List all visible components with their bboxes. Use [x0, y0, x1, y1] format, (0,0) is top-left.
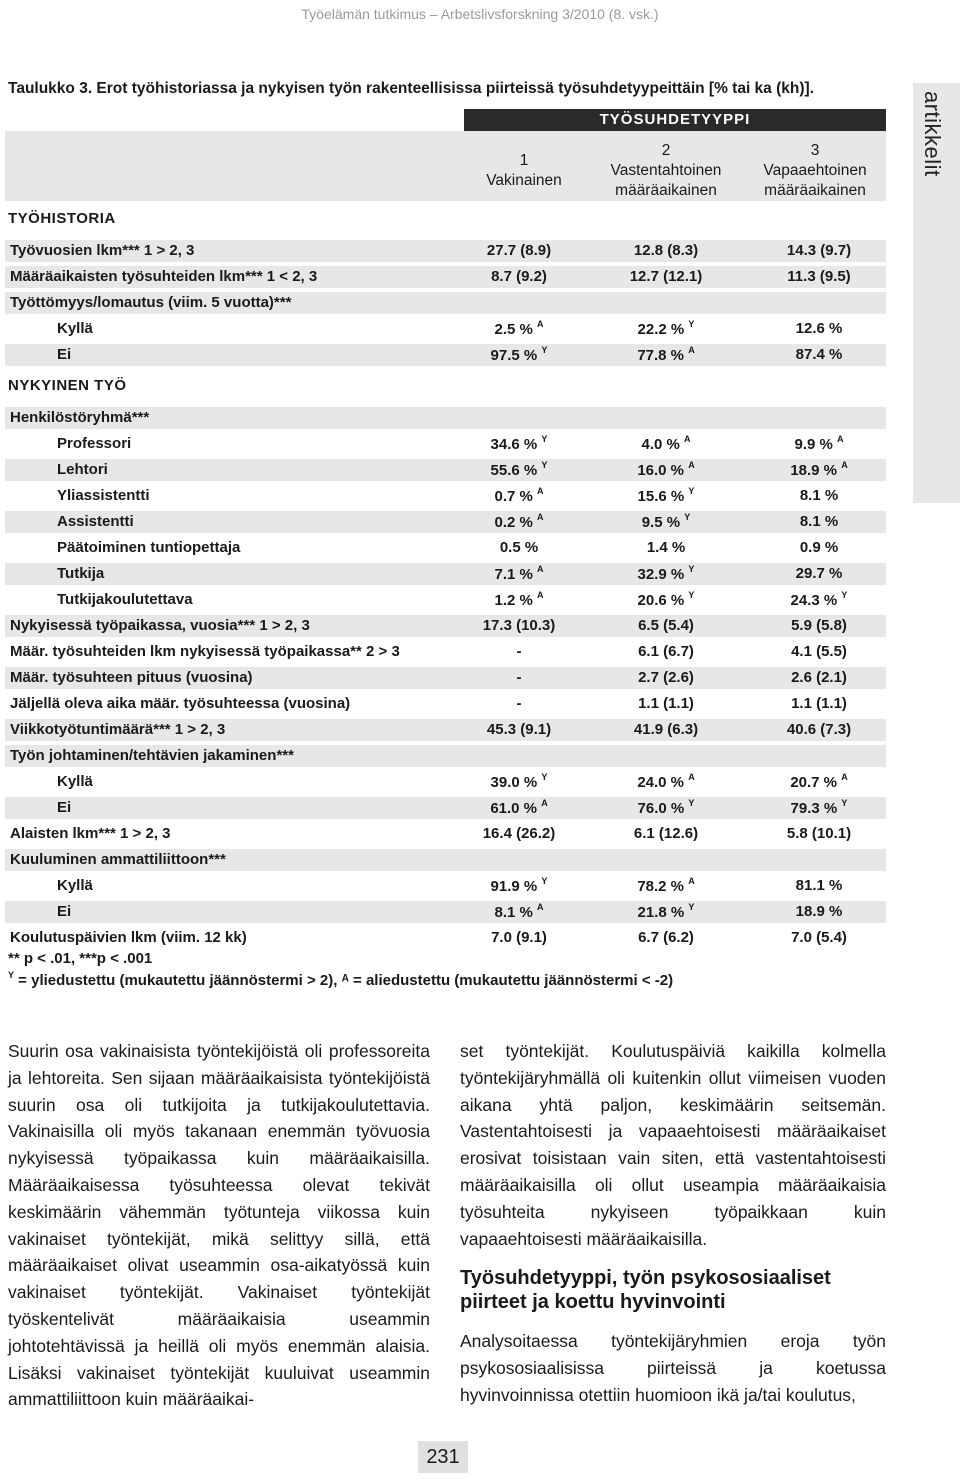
residual-marker: Y	[688, 486, 695, 496]
table-row	[5, 589, 886, 611]
residual-marker: Y	[541, 460, 548, 470]
cell-text: 0.2 %	[494, 514, 533, 531]
residual-marker: A	[537, 902, 544, 912]
table-row	[5, 459, 886, 481]
cell-value-col2	[591, 539, 741, 556]
cell-value-col3	[744, 461, 894, 479]
residual-marker: A	[688, 876, 695, 886]
running-head: Työelämän tutkimus – Arbetslivsforskning 3/2010 (8. vsk.)	[301, 6, 659, 22]
column-label: Vakinainen	[486, 172, 562, 189]
cell-text: 11.3 (9.5)	[787, 268, 851, 285]
cell-value-col2	[591, 721, 741, 738]
row-label: Ei	[57, 799, 72, 816]
cell-value-col1	[444, 539, 594, 556]
group-header: TYÖSUHDETYYPPI	[464, 109, 886, 131]
residual-marker: A	[841, 772, 848, 782]
residual-marker: Y	[688, 564, 695, 574]
row-label: Päätoiminen tuntiopettaja	[57, 539, 241, 556]
table-row	[5, 693, 886, 715]
row-label: Työn johtaminen/tehtävien jakaminen***	[10, 747, 294, 764]
residual-marker: Y	[541, 876, 548, 886]
cell-text: 9.5 %	[641, 514, 681, 531]
residual-marker: A	[537, 319, 544, 329]
cell-text: 29.7 %	[795, 565, 843, 582]
cell-text: 8.1 %	[494, 904, 533, 921]
row-label: Yliassistentti	[57, 487, 150, 504]
cell-value-col1	[444, 773, 594, 791]
cell-text: 61.0 %	[490, 800, 538, 817]
residual-marker: Y	[688, 902, 695, 912]
cell-value-col3	[744, 877, 894, 894]
row-label: Tutkijakoulutettava	[57, 591, 193, 608]
cell-text: 2.6 (2.1)	[791, 669, 847, 686]
cell-text: 8.7 (9.2)	[491, 268, 547, 285]
row-label: Kyllä	[57, 320, 93, 337]
cell-value-col1	[444, 320, 594, 338]
column-label: määräaikainen	[615, 182, 717, 199]
cell-value-col3	[744, 268, 894, 285]
cell-text: 0.7 %	[494, 488, 533, 505]
cell-text: 32.9 %	[637, 566, 685, 583]
cell-value-col3	[744, 487, 894, 504]
cell-value-col2	[591, 513, 741, 531]
cell-value-col3	[744, 721, 894, 738]
cell-text: -	[516, 643, 522, 660]
cell-text: 97.5 %	[490, 347, 538, 364]
table-row	[5, 771, 886, 793]
table-row	[5, 797, 886, 819]
row-label: Tutkija	[57, 565, 105, 582]
cell-value-col3	[744, 242, 894, 259]
cell-text: 41.9 (6.3)	[633, 721, 699, 738]
cell-text: 20.7 %	[790, 774, 838, 791]
cell-value-col1	[444, 669, 594, 686]
cell-value-col1	[444, 435, 594, 453]
cell-text: 21.8 %	[637, 904, 685, 921]
residual-marker: A	[541, 798, 548, 808]
cell-value-col2	[591, 825, 741, 842]
cell-text: 76.0 %	[637, 800, 685, 817]
section-label-current-job: NYKYINEN TYÖ	[8, 377, 127, 394]
residual-marker: A	[537, 486, 544, 496]
section-label-history: TYÖHISTORIA	[8, 210, 116, 227]
column-label: Vapaaehtoinen	[763, 162, 867, 179]
cell-value-col1	[444, 617, 594, 634]
cell-value-col1	[444, 799, 594, 817]
cell-text: 18.9 %	[795, 903, 843, 920]
cell-value-col1	[444, 695, 594, 712]
cell-value-col3	[744, 799, 894, 817]
table-row	[5, 849, 886, 871]
row-label: Ei	[57, 346, 72, 363]
cell-value-col1	[444, 591, 594, 609]
residual-marker: Y	[541, 434, 548, 444]
cell-value-col1	[444, 929, 594, 946]
cell-value-col3	[744, 903, 894, 920]
column-number: 1	[519, 152, 529, 169]
cell-text: 24.3 %	[790, 592, 838, 609]
cell-value-col1	[444, 565, 594, 583]
cell-text: 17.3 (10.3)	[482, 617, 556, 634]
body-column-right-continued	[460, 1328, 886, 1408]
cell-value-col1	[444, 721, 594, 738]
cell-text: 24.0 %	[637, 774, 685, 791]
residual-marker: Y	[841, 590, 848, 600]
residual-marker: A	[537, 512, 544, 522]
residual-marker: Y	[684, 512, 691, 522]
footnote-marker: Y	[8, 970, 15, 980]
footnote-text: = yliedustettu (mukautettu jäännöstermi > 2), ᴬ = aliedustettu (mukautettu jäännöstermi < -2)	[14, 972, 674, 989]
cell-value-col3	[744, 669, 894, 686]
cell-value-col3	[744, 513, 894, 530]
table-row	[5, 667, 886, 689]
cell-value-col2	[591, 695, 741, 712]
cell-text: 1.2 %	[494, 592, 533, 609]
cell-value-col1	[444, 268, 594, 285]
cell-value-col2	[591, 435, 741, 453]
residual-marker: A	[837, 434, 844, 444]
residual-marker: A	[688, 460, 695, 470]
cell-text: 0.5 %	[499, 539, 539, 556]
row-label: Professori	[57, 435, 132, 452]
cell-text: 45.3 (9.1)	[486, 721, 552, 738]
cell-text: 2.7 (2.6)	[638, 669, 694, 686]
table-row	[5, 485, 886, 507]
column-header-1	[464, 151, 584, 191]
table-row	[5, 823, 886, 845]
residual-marker: Y	[841, 798, 848, 808]
cell-text: 5.8 (10.1)	[786, 825, 852, 842]
cell-value-col3	[744, 617, 894, 634]
side-tab	[913, 83, 960, 503]
row-label: Ei	[57, 903, 72, 920]
cell-value-col2	[591, 565, 741, 583]
residual-marker: Y	[541, 772, 548, 782]
table-row	[5, 563, 886, 585]
cell-text: 91.9 %	[490, 878, 538, 895]
cell-value-col1	[444, 346, 594, 364]
cell-text: -	[516, 669, 522, 686]
table-row	[5, 615, 886, 637]
cell-value-col2	[591, 877, 741, 895]
body-paragraph: Analysoitaessa työntekijäryhmien eroja työn psykososiaalisissa piirteissä ja koetussa hyvinvoinnissa otettiin huomioon ikä ja/tai koulutus,	[460, 1331, 886, 1405]
cell-value-col2	[591, 461, 741, 479]
row-label: Lehtori	[57, 461, 108, 478]
residual-marker: A	[684, 434, 691, 444]
table-row	[5, 745, 886, 767]
row-label: Henkilöstöryhmä***	[10, 409, 150, 426]
column-header-2	[588, 141, 744, 201]
cell-text: 12.7 (12.1)	[629, 268, 703, 285]
section-subheading: Työsuhdetyyppi, työn psykososiaaliset piirteet ja koettu hyvinvointi	[460, 1267, 831, 1313]
residual-marker: Y	[688, 319, 695, 329]
cell-value-col3	[744, 346, 894, 363]
table-row	[5, 641, 886, 663]
cell-text: 6.5 (5.4)	[638, 617, 694, 634]
cell-value-col3	[744, 565, 894, 582]
row-label: Kyllä	[57, 877, 93, 894]
cell-text: 15.6 %	[637, 488, 685, 505]
table-row	[5, 511, 886, 533]
cell-text: 12.8 (8.3)	[633, 242, 699, 259]
residual-marker: A	[688, 772, 695, 782]
column-header-3	[740, 141, 890, 201]
cell-text: 0.9 %	[799, 539, 839, 556]
cell-value-col3	[744, 643, 894, 660]
cell-text: 7.0 (9.1)	[491, 929, 547, 946]
row-label: Määräaikaisten työsuhteiden lkm*** 1 < 2, 3	[10, 268, 318, 285]
cell-text: 4.0 %	[641, 436, 680, 453]
cell-text: 81.1 %	[795, 877, 843, 894]
column-number: 2	[661, 142, 671, 159]
cell-value-col1	[444, 513, 594, 531]
cell-value-col2	[591, 669, 741, 686]
column-label: määräaikainen	[764, 182, 866, 199]
cell-text: 7.1 %	[494, 566, 533, 583]
cell-value-col3	[744, 773, 894, 791]
cell-value-col1	[444, 461, 594, 479]
table-row	[5, 266, 886, 288]
cell-text: 5.9 (5.8)	[791, 617, 847, 634]
cell-text: 16.4 (26.2)	[482, 825, 556, 842]
row-label: Kyllä	[57, 773, 93, 790]
table-row	[5, 344, 886, 366]
cell-value-col2	[591, 591, 741, 609]
table-row	[5, 433, 886, 455]
footnote-residual	[8, 971, 673, 989]
cell-value-col2	[591, 643, 741, 660]
cell-text: 22.2 %	[637, 321, 685, 338]
row-label: Työvuosien lkm*** 1 > 2, 3	[10, 242, 195, 259]
row-label: Viikkotyötuntimäärä*** 1 > 2, 3	[10, 721, 226, 738]
cell-value-col2	[591, 320, 741, 338]
cell-text: 7.0 (5.4)	[791, 929, 847, 946]
table-caption: Taulukko 3. Erot työhistoriassa ja nykyisen työn rakenteellisissa piirteissä työsuhdetyypeittäin [% tai ka (kh)].	[8, 80, 814, 97]
row-label: Alaisten lkm*** 1 > 2, 3	[10, 825, 171, 842]
cell-text: 77.8 %	[637, 347, 685, 364]
cell-text: 12.6 %	[795, 320, 843, 337]
cell-value-col3	[744, 539, 894, 556]
cell-value-col2	[591, 617, 741, 634]
cell-value-col1	[444, 242, 594, 259]
cell-text: 34.6 %	[490, 436, 538, 453]
cell-text: 55.6 %	[490, 462, 538, 479]
body-paragraph: Suurin osa vakinaisista työntekijöistä oli professoreita ja lehtoreita. Sen sijaan määräaikaisista työntekijöistä suurin osa oli tutkijoita ja tutkijakoulutettavia. Vakinaisilla oli myös takanaan enemmän työvuosia nykyisessä työpaikassa kuin määräaikaisilla. Määräaikaisessa työsuhteessa olevat tekivät keskimäärin vähemmän työtunteja viikossa kuin vakinaiset työntekijät, mikä selittyy sillä, että määräaikaiset olivat useammin osa-aikatyössä kuin vakinaiset työntekijät. Vakinaiset työntekijät työskentelivät määräaikaisia useammin johtotehtävissä ja heillä oli myös enemmän alaisia. Lisäksi vakinaiset työntekijät kuuluivat useammin ammattiliittoon kuin määräaikai-	[8, 1041, 430, 1410]
row-label: Koulutuspäivien lkm (viim. 12 kk)	[10, 929, 247, 946]
row-label: Assistentti	[57, 513, 134, 530]
cell-value-col3	[744, 591, 894, 609]
residual-marker: A	[841, 460, 848, 470]
cell-value-col2	[591, 346, 741, 364]
table-row	[5, 537, 886, 559]
row-label: Määr. työsuhteen pituus (vuosina)	[10, 669, 253, 686]
cell-value-col2	[591, 799, 741, 817]
cell-value-col2	[591, 487, 741, 505]
cell-text: 6.7 (6.2)	[638, 929, 694, 946]
cell-value-col1	[444, 487, 594, 505]
cell-text: 27.7 (8.9)	[486, 242, 552, 259]
cell-value-col2	[591, 929, 741, 946]
cell-text: 18.9 %	[790, 462, 838, 479]
residual-marker: A	[537, 564, 544, 574]
cell-value-col2	[591, 903, 741, 921]
cell-text: 6.1 (12.6)	[633, 825, 699, 842]
cell-text: 1.4 %	[646, 539, 686, 556]
cell-value-col3	[744, 320, 894, 337]
table-row	[5, 240, 886, 262]
cell-value-col1	[444, 877, 594, 895]
cell-value-col2	[591, 268, 741, 285]
cell-value-col2	[591, 773, 741, 791]
cell-text: 9.9 %	[794, 436, 833, 453]
column-number: 3	[810, 142, 820, 159]
row-label: Jäljellä oleva aika määr. työsuhteessa (vuosina)	[10, 695, 351, 712]
cell-value-col1	[444, 643, 594, 660]
row-label: Kuuluminen ammattiliittoon***	[10, 851, 226, 868]
residual-marker: Y	[688, 798, 695, 808]
row-label: Nykyisessä työpaikassa, vuosia*** 1 > 2, 3	[10, 617, 310, 634]
residual-marker: Y	[688, 590, 695, 600]
cell-value-col2	[591, 242, 741, 259]
cell-text: 1.1 (1.1)	[791, 695, 847, 712]
cell-text: 87.4 %	[795, 346, 843, 363]
table-row	[5, 901, 886, 923]
cell-text: 16.0 %	[637, 462, 685, 479]
footnote-significance: ** p < .01, ***p < .001	[8, 950, 153, 967]
residual-marker: A	[688, 345, 695, 355]
table-row	[5, 407, 886, 429]
cell-value-col1	[444, 903, 594, 921]
cell-text: 2.5 %	[494, 321, 533, 338]
page-number: 231	[418, 1441, 468, 1473]
body-column-left	[8, 1038, 430, 1413]
cell-value-col3	[744, 825, 894, 842]
row-label: Työttömyys/lomautus (viim. 5 vuotta)***	[10, 294, 292, 311]
cell-value-col1	[444, 825, 594, 842]
cell-text: 4.1 (5.5)	[791, 643, 847, 660]
cell-text: 1.1 (1.1)	[638, 695, 694, 712]
table-row	[5, 927, 886, 949]
table-row	[5, 719, 886, 741]
body-column-right	[460, 1038, 886, 1252]
cell-text: 6.1 (6.7)	[638, 643, 694, 660]
table-row	[5, 875, 886, 897]
cell-text: 20.6 %	[637, 592, 685, 609]
cell-text: 39.0 %	[490, 774, 538, 791]
cell-value-col3	[744, 695, 894, 712]
residual-marker: A	[537, 590, 544, 600]
cell-value-col3	[744, 929, 894, 946]
column-label: Vastentahtoinen	[610, 162, 722, 179]
cell-value-col3	[744, 435, 894, 453]
cell-text: 14.3 (9.7)	[786, 242, 852, 259]
body-paragraph: set työntekijät. Koulutuspäiviä kaikilla kolmella työntekijäryhmällä oli kuitenkin ollut viimeisen vuoden aikana yhtä paljon, keskimäärin seitsemän. Vastentahtoisesti ja vapaaehtoisesti määräaikaiset erosivat toisistaan vain siten, että vastentahtoisesti määräaikaisilla oli ollut useampia määräaikaisia työsuhteita nykyiseen työpaikkaan kuin vapaaehtoisesti määräaikaisilla.	[460, 1041, 886, 1249]
cell-text: 79.3 %	[790, 800, 838, 817]
table-row	[5, 292, 886, 314]
row-label: Määr. työsuhteiden lkm nykyisessä työpaikassa** 2 > 3	[10, 643, 400, 660]
table-row	[5, 318, 886, 340]
residual-marker: Y	[541, 345, 548, 355]
side-tab-label: artikkelit	[920, 91, 945, 177]
cell-text: 78.2 %	[637, 878, 685, 895]
cell-text: -	[516, 695, 522, 712]
cell-text: 40.6 (7.3)	[786, 721, 852, 738]
cell-text: 8.1 %	[799, 487, 839, 504]
cell-text: 8.1 %	[799, 513, 839, 530]
